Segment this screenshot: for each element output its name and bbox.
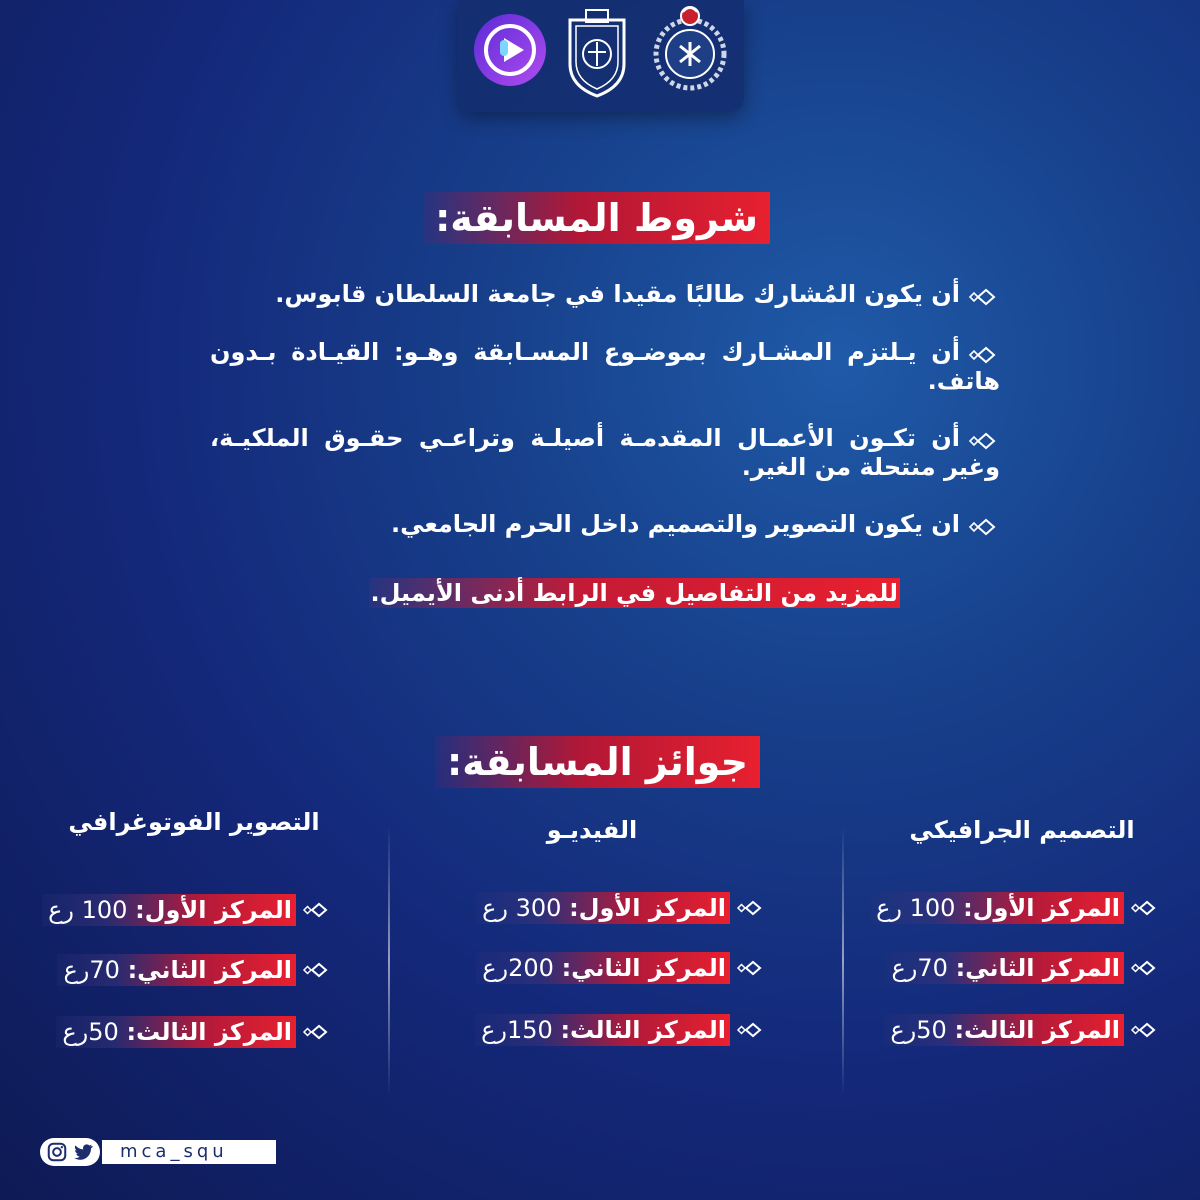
social-handle-bar [40,1138,276,1166]
prize-text: المركز الأول: 100 رع [42,894,296,926]
instagram-icon[interactable] [46,1141,68,1163]
prize-text: المركز الثاني: 70رع [885,952,1124,984]
prize-text: المركز الثالث: 50رع [884,1014,1124,1046]
conditions-title: شروط المسابقة: [423,192,770,244]
diamond-bullet-icon [1130,899,1160,917]
diamond-bullet-icon [736,959,766,977]
condition-item [210,280,1000,309]
prize-item [476,892,766,924]
diamond-bullet-icon [1130,1021,1160,1039]
condition-item [210,510,1000,539]
squ-emblem [560,6,634,98]
condition-text: أن تكـون الأعمـال المقدمـة أصيلـة وتراعـي حقـوق الملكيـة، وغير منتحلة من الغير. [210,424,1000,481]
social-icons [40,1138,100,1166]
prize-text: المركز الأول: 300 رع [476,892,730,924]
column-divider [842,826,844,1096]
prize-text: المركز الثاني: 200رع [476,952,730,984]
logo-bar [458,0,744,112]
diamond-bullet-icon [302,1023,332,1041]
prize-item [57,954,332,986]
prize-item [885,952,1160,984]
condition-text: ان يكون التصوير والتصميم داخل الحرم الجامعي. [391,510,960,538]
prize-text: المركز الأول: 100 رع [870,892,1124,924]
prizes-title: جوائز المسابقة: [435,736,760,788]
prize-text: المركز الثالث: 50رع [56,1016,296,1048]
condition-text: أن يـلتزم المشـارك بموضـوع المسـابقة وهـو: القيـادة بـدون هاتف. [210,338,1000,395]
prize-item [870,892,1160,924]
category-title-video: الفيديـو [546,816,638,844]
diamond-bullet-icon [968,343,1000,363]
prize-text: المركز الثالث: 150رع [475,1014,730,1046]
prize-text: المركز الثاني: 70رع [57,954,296,986]
condition-item [210,424,1000,482]
column-divider [388,826,390,1096]
twitter-icon[interactable] [72,1141,94,1163]
prize-item [476,952,766,984]
diamond-bullet-icon [736,1021,766,1039]
diamond-bullet-icon [968,429,1000,449]
category-title-photography: التصوير الفوتوغرافي [68,808,320,836]
diamond-bullet-icon [302,961,332,979]
prize-item [475,1014,766,1046]
mca-app-logo [470,10,550,90]
diamond-bullet-icon [968,515,1000,535]
diamond-bullet-icon [302,901,332,919]
diamond-bullet-icon [1130,959,1160,977]
diamond-bullet-icon [968,285,1000,305]
category-title-graphic-design: التصميم الجرافيكي [909,816,1135,844]
diamond-bullet-icon [736,899,766,917]
royal-oman-police-emblem [648,4,732,94]
prize-item [884,1014,1160,1046]
condition-text: أن يكون المُشارك طالبًا مقيدا في جامعة السلطان قابوس. [275,280,960,308]
prize-item [56,1016,332,1048]
condition-item [210,338,1000,396]
social-handle-text: mca_squ [102,1140,276,1164]
prize-item [42,894,332,926]
more-info-note: للمزيد من التفاصيل في الرابط أدنى الأيميل. [370,579,898,607]
